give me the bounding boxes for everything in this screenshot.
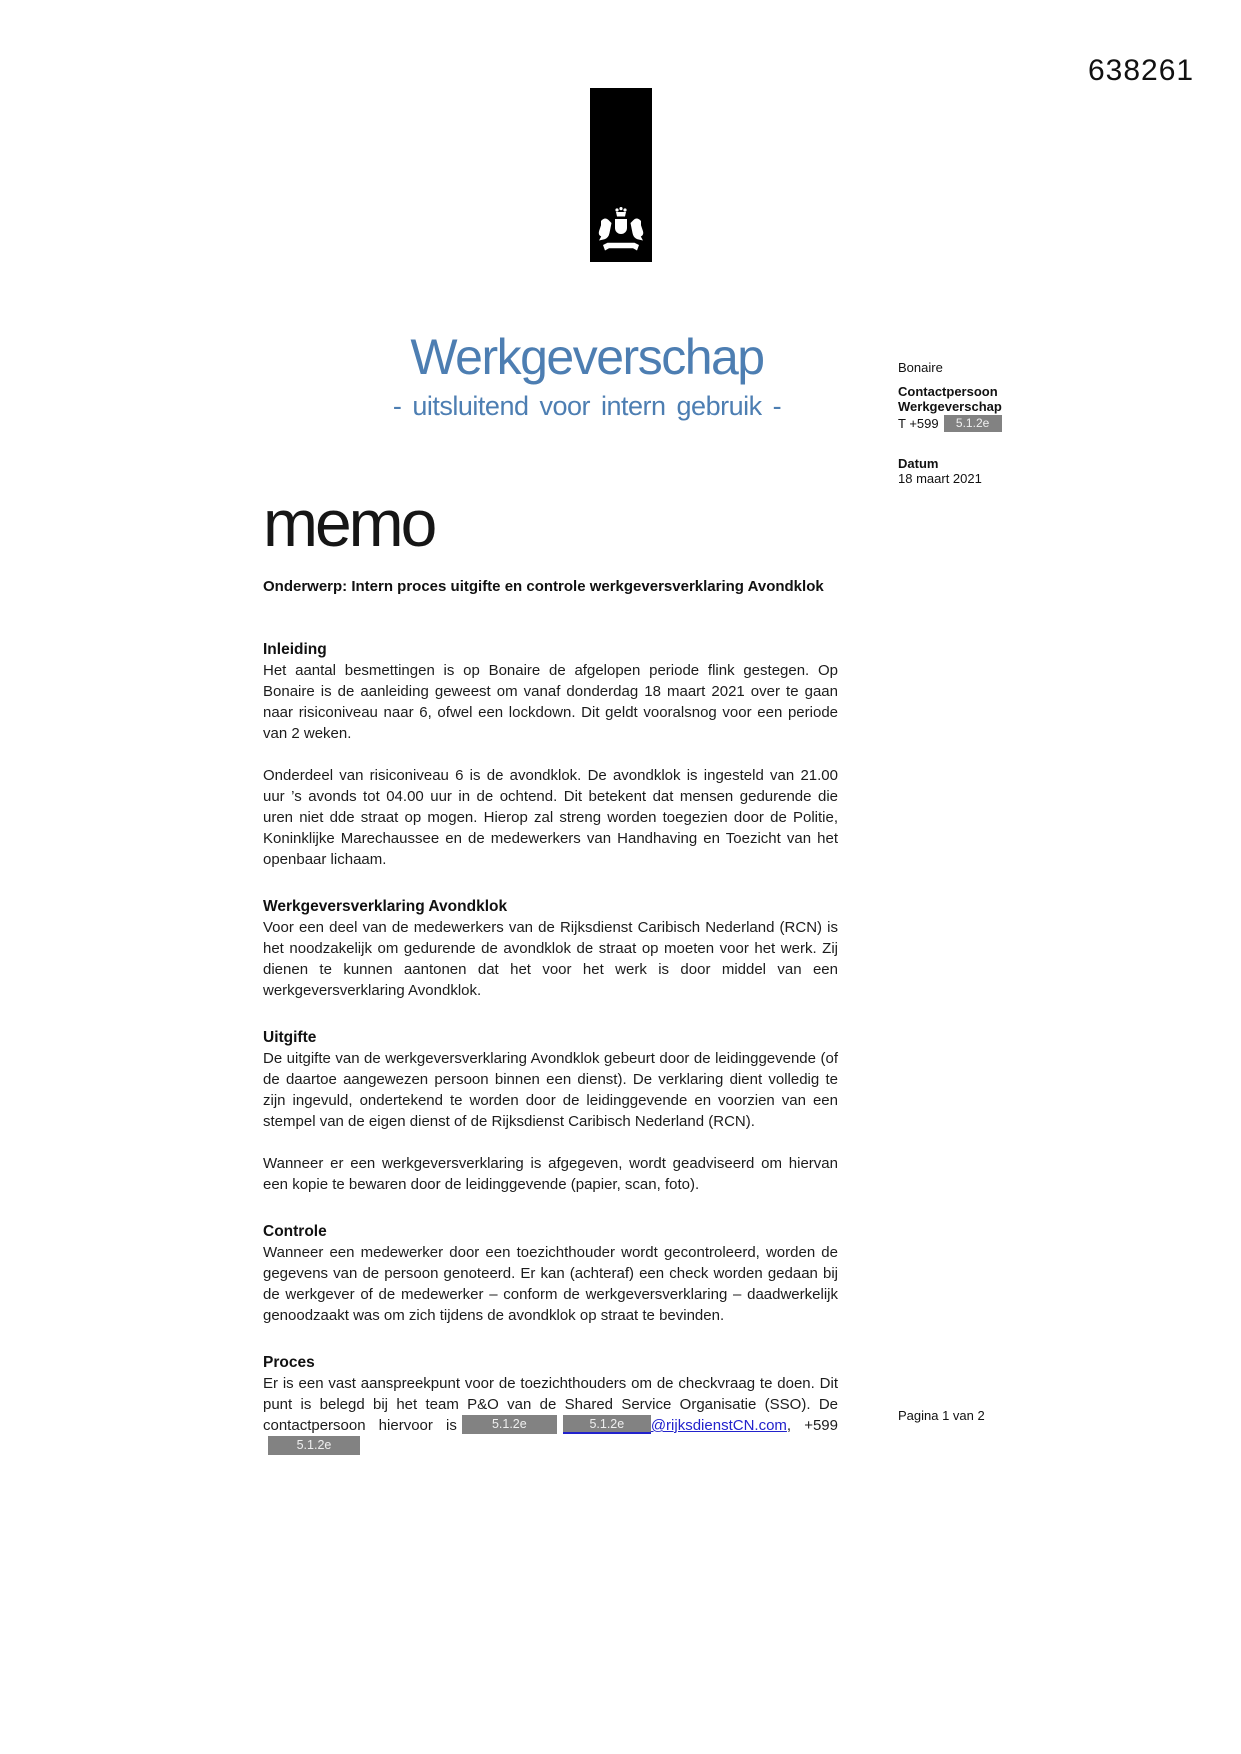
paragraph: Voor een deel van de medewerkers van de Rijksdienst Caribisch Nederland (RCN) is het noodzakelijk om gedurende de avondklok de straat op moeten voor het werk. Zij dienen te kunnen aantonen dat het voor het werk is door middel van een werkgeversverklaring Avondklok.	[263, 919, 838, 999]
paragraph: Onderdeel van risiconiveau 6 is de avondklok. De avondklok is ingesteld van 21.00 uur ’s avonds tot 04.00 uur in de ochtend. Dit betekent dat mensen gedurende die uren niet dde straat op mogen. Hierop zal streng worden toegezien door de Politie, Koninklijke Marechaussee en de medewerkers van Handhaving en Toezicht van het openbaar lichaam.	[263, 767, 838, 868]
paragraph-with-redactions	[263, 1373, 838, 1457]
redaction-phone-number: 5.1.2e	[268, 1436, 360, 1455]
memo-body	[263, 486, 838, 1457]
phone-prefix: T +599	[898, 416, 939, 431]
paragraph: De uitgifte van de werkgeversverklaring Avondklok gebeurt door de leidinggevende (of de daartoe aangewezen persoon binnen een dienst). De verklaring dient volledig te zijn ingevuld, ondertekend te worden door de leidinggevende en voorzien van een stempel van de eigen dienst of de Rijksdienst Caribisch Nederland (RCN).	[263, 1050, 838, 1130]
rijksoverheid-logo	[590, 88, 652, 262]
contact-block	[898, 384, 1048, 432]
section-heading: Controle	[263, 1223, 327, 1240]
document-title: Werkgeverschap	[410, 329, 764, 385]
memo-heading: memo	[263, 486, 435, 560]
date-value: 18 maart 2021	[898, 471, 982, 486]
subject-line: Onderwerp: Intern proces uitgifte en controle werkgeversverklaring Avondklok	[263, 578, 824, 595]
phone-row	[898, 415, 1048, 432]
section-controle	[263, 1221, 838, 1326]
document-number: 638261	[1088, 54, 1195, 87]
contact-sidebar	[898, 360, 1048, 486]
section-proces	[263, 1352, 838, 1457]
section-heading: Proces	[263, 1354, 315, 1371]
redaction-email-local-part: 5.1.2e	[563, 1415, 651, 1434]
email-link[interactable]: @rijksdienstCN.com	[650, 1417, 787, 1434]
redaction-phone: 5.1.2e	[944, 415, 1002, 432]
section-uitgifte	[263, 1027, 838, 1195]
phone-text: , +599	[786, 1417, 838, 1434]
redaction-name: 5.1.2e	[462, 1415, 557, 1434]
section-heading: Uitgifte	[263, 1029, 317, 1046]
section-heading: Werkgeversverklaring Avondklok	[263, 898, 508, 915]
page-number: Pagina 1 van 2	[898, 1408, 985, 1423]
proces-text: Er is een vast aanspreekpunt voor de toezichthouders om de checkvraag te doen. Dit punt is belegd bij het team P&O van de Shared Service Organisatie (SSO). De contactpersoon hiervoor is	[263, 1375, 838, 1434]
paragraph: Wanneer een medewerker door een toezichthouder wordt gecontroleerd, worden de gegevens van de persoon genoteerd. Er kan (achteraf) een check worden gedaan bij de werkgever of de medewerker – conform de werkgeversverklaring – daadwerkelijk genoodzaakt was om zich tijdens de avondklok op straat te bevinden.	[263, 1244, 838, 1324]
title-block	[287, 330, 887, 422]
location-label: Bonaire	[898, 360, 943, 375]
date-block	[898, 456, 1048, 486]
contact-role-line2: Werkgeverschap	[898, 399, 1002, 414]
paragraph: Het aantal besmettingen is op Bonaire de afgelopen periode flink gestegen. Op Bonaire is de aanleiding geweest om vanaf donderdag 18 maart 2021 over te gaan naar risiconiveau naar 6, ofwel een lockdown. Dit geldt vooralsnog voor een periode van 2 weken.	[263, 662, 838, 742]
document-subtitle: - uitsluitend voor intern gebruik -	[392, 391, 782, 421]
coat-of-arms-icon	[595, 207, 647, 255]
date-label: Datum	[898, 456, 939, 471]
section-werkgeversverklaring	[263, 896, 838, 1001]
section-inleiding	[263, 639, 838, 870]
paragraph: Wanneer er een werkgeversverklaring is afgegeven, wordt geadviseerd om hiervan een kopie te bewaren door de leidinggevende (papier, scan, foto).	[263, 1155, 838, 1193]
section-heading: Inleiding	[263, 641, 327, 658]
contact-role-line1: Contactpersoon	[898, 384, 998, 399]
